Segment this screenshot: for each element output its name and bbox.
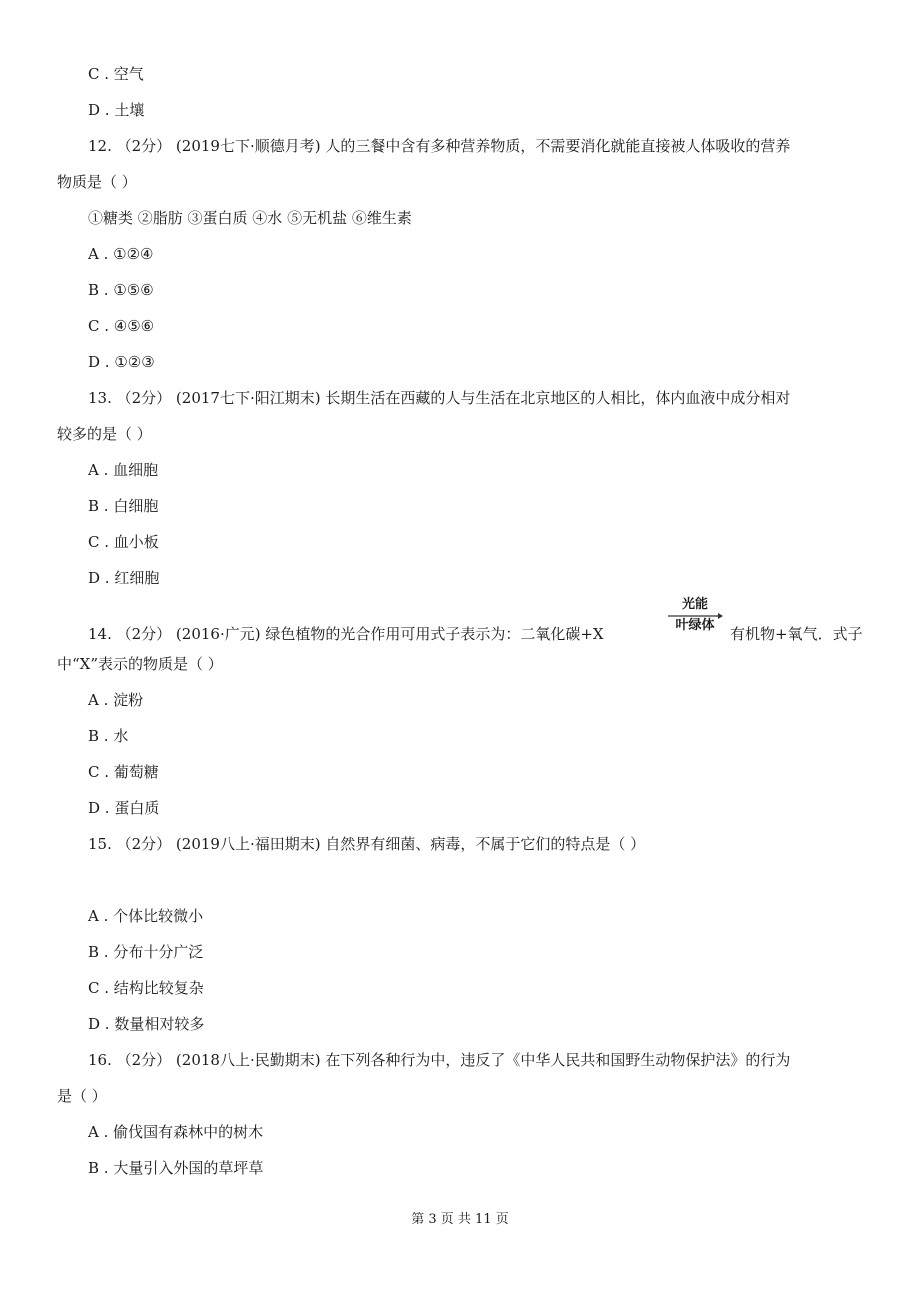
question-16-stem: 16. （2分） (2018八上·民勤期末) 在下列各种行为中，违反了《中华人民共和国野生动物保护法》的行为	[88, 1051, 791, 1069]
question-15-option-b: B . 分布十分广泛	[88, 943, 204, 961]
question-14-option-b: B . 水	[88, 727, 129, 745]
option-d: D . 土壤	[88, 101, 145, 119]
question-12-option-a: A . ①②④	[88, 245, 154, 263]
question-15-stem: 15. （2分） (2019八上·福田期末) 自然界有细菌、病毒，不属于它们的特点是（ ）	[88, 835, 646, 853]
question-14-option-c: C . 葡萄糖	[88, 763, 159, 781]
question-12-items: ①糖类 ②脂肪 ③蛋白质 ④水 ⑤无机盐 ⑥维生素	[88, 209, 412, 227]
question-13-option-a: A . 血细胞	[88, 461, 159, 479]
question-14-option-a: A . 淀粉	[88, 691, 144, 709]
question-13-stem: 13. （2分） (2017七下·阳江期末) 长期生活在西藏的人与生活在北京地区的人相比，体内血液中成分相对	[88, 389, 791, 407]
question-12-stem-cont: 物质是（ ）	[57, 173, 137, 191]
question-12-stem: 12. （2分） (2019七下·顺德月考) 人的三餐中含有多种营养物质，不需要消化就能直接被人体吸收的营养	[88, 137, 791, 155]
question-12-option-c: C . ④⑤⑥	[88, 317, 155, 335]
question-13-option-b: B . 白细胞	[88, 497, 159, 515]
question-14-stem-cont: 中“X”表示的物质是（ ）	[57, 655, 223, 673]
question-14-stem-tail: 有机物+氧气．式子	[730, 625, 863, 643]
question-15-option-a: A . 个体比较微小	[88, 907, 204, 925]
question-13-option-d: D . 红细胞	[88, 569, 160, 587]
question-12-option-d: D . ①②③	[88, 353, 155, 371]
question-14-stem: 14. （2分） (2016·广元) 绿色植物的光合作用可用式子表示为：二氧化碳+X	[88, 625, 604, 643]
option-c: C . 空气	[88, 65, 144, 83]
question-15-option-d: D . 数量相对较多	[88, 1015, 205, 1033]
question-15-option-c: C . 结构比较复杂	[88, 979, 204, 997]
question-16-stem-cont: 是（ ）	[57, 1087, 107, 1105]
question-13-option-c: C . 血小板	[88, 533, 159, 551]
question-14-option-d: D . 蛋白质	[88, 799, 160, 817]
question-16-option-b: B . 大量引入外国的草坪草	[88, 1159, 264, 1177]
photosynthesis-arrow	[666, 597, 724, 637]
page-footer: 第 3 页 共 11 页	[411, 1212, 509, 1227]
question-16-option-a: A . 偷伐国有森林中的树木	[88, 1123, 264, 1141]
arrow-top-label: 光能	[681, 597, 708, 612]
question-12-option-b: B . ①⑤⑥	[88, 281, 154, 299]
question-13-stem-cont: 较多的是（ ）	[57, 425, 152, 443]
arrow-bottom-label: 叶绿体	[675, 618, 715, 633]
